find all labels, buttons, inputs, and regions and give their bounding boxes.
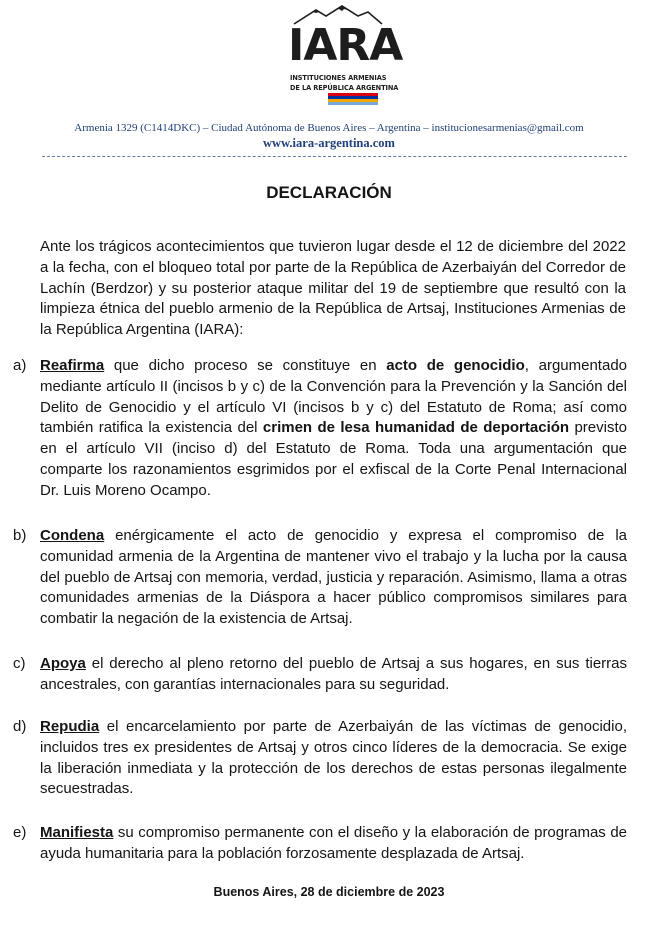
item-b-keyword: Condena xyxy=(40,527,105,544)
item-b-paragraph xyxy=(40,526,627,630)
closing-date: Buenos Aires, 28 de diciembre de 2023 xyxy=(213,885,445,899)
item-d-text: el encarcelamiento por parte de Azerbaiyán de las víctimas de genocidio, incluidos tres ex presidentes de Artsaj y otros cinco líderes de la democracia. Se exige la liberación inmediata y la protección de los derechos de estas personas ilegalmente secuestradas. xyxy=(40,718,627,798)
item-d-paragraph xyxy=(40,717,627,800)
address-line: Armenia 1329 (C1414DKC) – Ciudad Autónoma de Buenos Aires – Argentina – institucionesarmenias@gmail.com xyxy=(74,122,584,134)
item-b-text: enérgicamente el acto de genocidio y expresa el compromiso de la comunidad armenia de la Argentina de mantener vivo el trabajo y la lucha por la causa del pueblo de Artsaj con memoria, verdad, justicia y reparación. Asimismo, llama a otras comunidades armenias de la Diáspora a hacer público compromisos similares para combatir la negación de la existencia de Artsaj. xyxy=(40,527,627,628)
item-a-keyword: Reafirma xyxy=(40,357,105,374)
item-e-letter: e) xyxy=(13,824,27,841)
item-e-keyword: Manifiesta xyxy=(40,824,114,841)
item-e-text: su compromiso permanente con el diseño y la elaboración de programas de ayuda humanitaria para la población forzosamente desplazada de Artsaj. xyxy=(40,824,627,862)
item-a-bold-2: crimen de lesa humanidad de deportación xyxy=(262,419,570,437)
page-title: DECLARACIÓN xyxy=(266,183,392,202)
item-d-keyword: Repudia xyxy=(40,718,100,735)
iara-logo xyxy=(288,4,403,108)
item-a-bold-1: acto de genocidio xyxy=(386,357,525,374)
flag-stripe-4 xyxy=(328,102,378,105)
item-c-paragraph xyxy=(40,654,627,696)
item-b-letter: b) xyxy=(13,527,27,544)
header-divider xyxy=(42,156,627,157)
item-e-paragraph xyxy=(40,823,627,865)
item-a-letter: a) xyxy=(13,357,27,374)
website-link[interactable]: www.iara-argentina.com xyxy=(263,136,395,150)
item-a-text-3: previsto en el artículo VII (inciso d) del Estatuto de Roma. Toda una argumentación que comparte los razonamientos esgrimidos por el exfiscal de la Corte Penal Internacional Dr. Luis Moreno Ocampo. xyxy=(40,419,627,499)
logo-subtitle-1: INSTITUCIONES ARMENIAS xyxy=(290,74,387,82)
item-d-letter: d) xyxy=(13,718,27,735)
item-a-paragraph xyxy=(40,356,627,502)
logo-subtitle-2: DE LA REPÚBLICA ARGENTINA xyxy=(290,84,399,92)
item-c-letter: c) xyxy=(13,655,26,672)
item-a-text-1: que dicho proceso se constituye en xyxy=(104,357,387,374)
item-a-text-2: , argumentado mediante artículo II (incisos b y c) de la Convención para la Prevención y la Sanción del Delito de Genocidio y el artículo VI (incisos b y c) del Estatuto de Roma; así como también ratifica la existencia del xyxy=(40,357,628,437)
item-c-text: el derecho al pleno retorno del pueblo de Artsaj a sus hogares, en sus tierras ancestrales, con garantías internacionales para su seguridad. xyxy=(40,655,627,693)
intro-paragraph: Ante los trágicos acontecimientos que tuvieron lugar desde el 12 de diciembre del 2022 a la fecha, con el bloqueo total por parte de la República de Azerbaiyán del Corredor de Lachín (Berdzor) y su posterior ataque militar del 19 de septiembre que resultó con la limpieza étnica del pueblo armenio de la República de Artsaj, Instituciones Armenias de la República Argentina (IARA): xyxy=(40,238,626,339)
logo-title: IARA xyxy=(288,20,403,71)
item-c-keyword: Apoya xyxy=(40,655,86,672)
